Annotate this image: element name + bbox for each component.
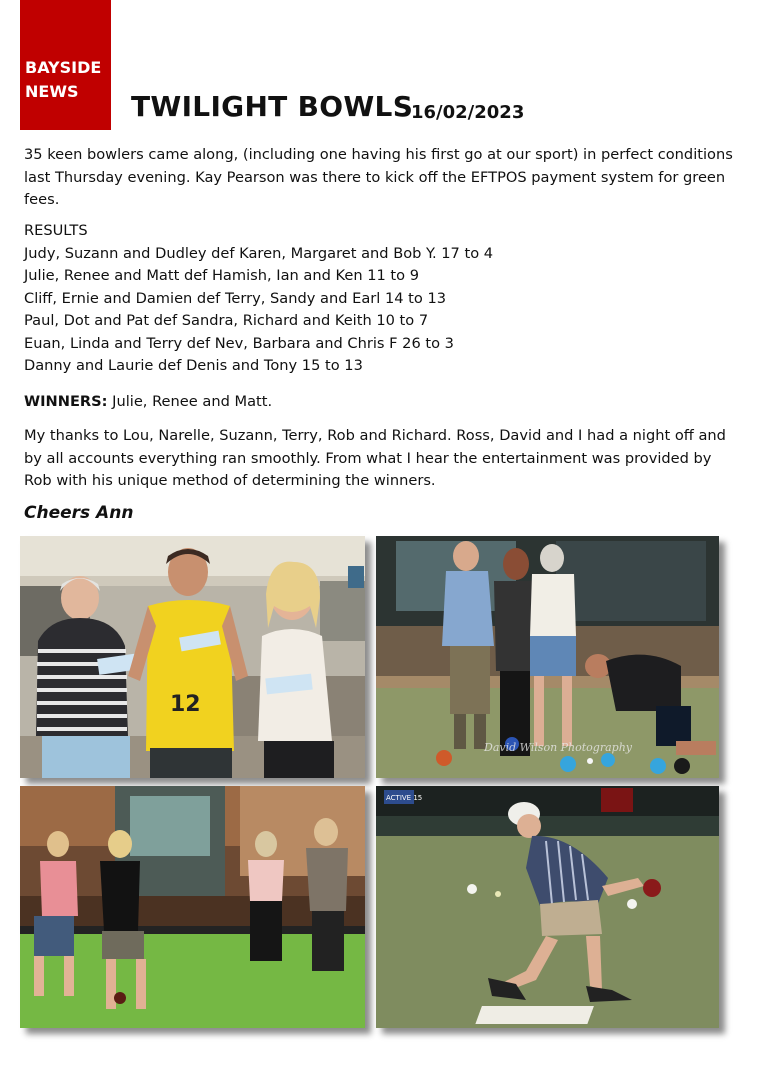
result-line: Judy, Suzann and Dudley def Karen, Margaret and Bob Y. 17 to 4: [24, 244, 494, 262]
badge-line1: BAYSIDE: [25, 58, 102, 77]
intro-paragraph: 35 keen bowlers came along, (including one having his first go at our sport) in perfect conditions last Thursday evening. Kay Pearson was there to kick off the EFTPOS payment system for green fees.: [24, 146, 733, 208]
sign-text: ACTIVE 15: [386, 794, 423, 802]
result-line: Cliff, Ernie and Damien def Terry, Sandy and Earl 14 to 13: [24, 289, 447, 307]
photo-watermark: David Wilson Photography: [484, 741, 632, 754]
winners-label: WINNERS:: [24, 393, 108, 410]
bayside-news-badge: [20, 0, 111, 130]
results-heading: RESULTS: [24, 222, 88, 239]
results-section: [24, 220, 738, 378]
photo-group-measuring: [376, 536, 719, 778]
winners-line: [24, 391, 738, 414]
photo-young-bowler: [376, 786, 719, 1028]
result-line: Paul, Dot and Pat def Sandra, Richard and Keith 10 to 7: [24, 312, 429, 329]
signoff: Cheers Ann: [24, 503, 134, 523]
article-title: TWILIGHT BOWLS: [131, 90, 414, 123]
result-line: Danny and Laurie def Denis and Tony 15 to 13: [24, 357, 363, 374]
winners-text: Julie, Renee and Matt.: [107, 393, 273, 410]
result-line: Julie, Renee and Matt def Hamish, Ian and Ken 11 to 9: [24, 267, 419, 284]
result-line: Euan, Linda and Terry def Nev, Barbara and Chris F 26 to 3: [24, 334, 454, 352]
photo-ladies-walking: [20, 786, 365, 1028]
photo-winners: [20, 536, 365, 778]
badge-line2: NEWS: [25, 82, 79, 101]
thanks-paragraph: My thanks to Lou, Narelle, Suzann, Terry, Rob and Richard. Ross, David and I had a night off and by all accounts everything ran smoothly. From what I hear the entertainment was provided by Rob with his unique method of determining the winners.: [24, 427, 726, 489]
article-date: 16/02/2023: [411, 102, 525, 123]
svg-text:12: 12: [170, 692, 201, 717]
